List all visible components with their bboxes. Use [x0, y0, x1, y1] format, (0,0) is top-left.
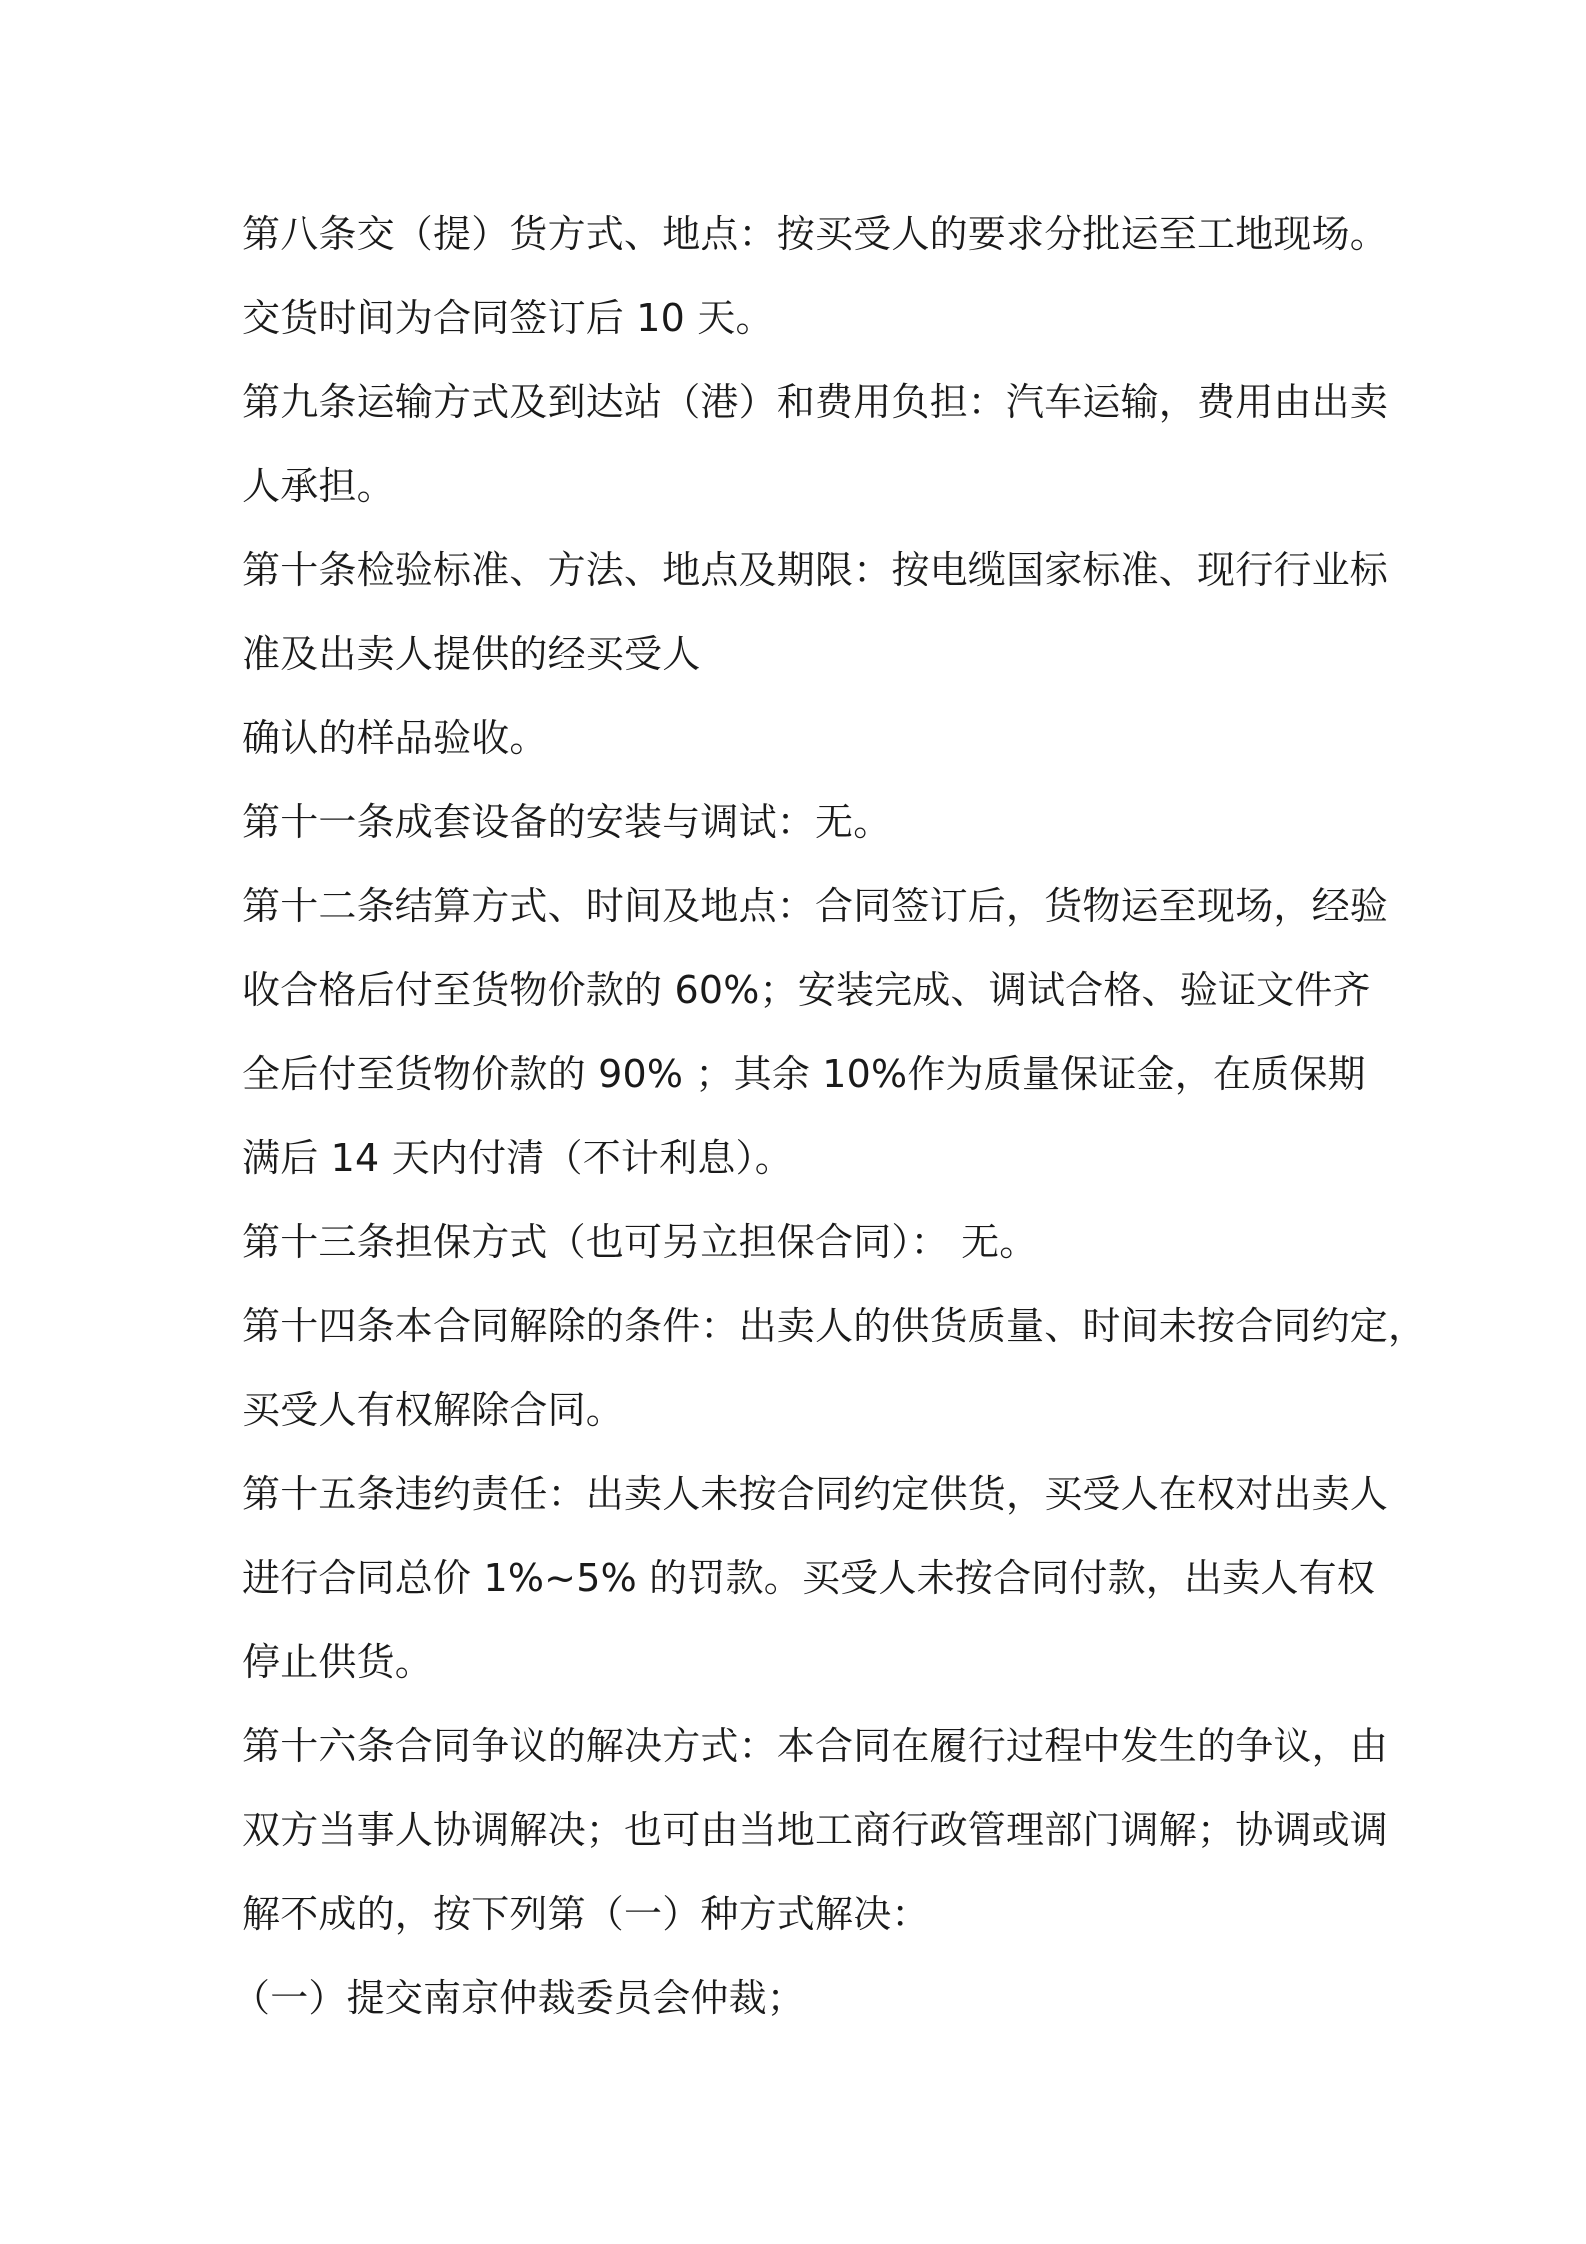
- text-line: 第十五条违约责任：出卖人未按合同约定供货，买受人在权对出卖人: [242, 1472, 1389, 1516]
- text-line: 第十三条担保方式（也可另立担保合同）： 无。: [242, 1220, 1038, 1264]
- text-line: （一）提交南京仲裁委员会仲裁；: [232, 1976, 806, 2020]
- text-line: 进行合同总价 1%~5% 的罚款。买受人未按合同付款，出卖人有权: [242, 1556, 1375, 1600]
- text-line: 第十一条成套设备的安装与调试：无。: [242, 800, 892, 844]
- text-line: 确认的样品验收。: [242, 716, 548, 760]
- text-line: 第十二条结算方式、时间及地点：合同签订后，货物运至现场，经验: [242, 884, 1389, 928]
- text-line: 第十四条本合同解除的条件：出卖人的供货质量、时间未按合同约定，: [242, 1304, 1427, 1348]
- text-line: 第九条运输方式及到达站（港）和费用负担：汽车运输，费用由出卖: [242, 380, 1389, 424]
- text-line: 全后付至货物价款的 90% ；其余 10%作为质量保证金，在质保期: [242, 1052, 1366, 1096]
- text-line: 第十六条合同争议的解决方式：本合同在履行过程中发生的争议，由: [242, 1724, 1389, 1768]
- document-body: [232, 192, 1427, 2040]
- text-line: 满后 14 天内付清（不计利息）。: [242, 1136, 793, 1180]
- text-line: 停止供货。: [242, 1640, 434, 1684]
- text-line: 买受人有权解除合同。: [242, 1388, 625, 1432]
- text-line: 收合格后付至货物价款的 60%；安装完成、调试合格、验证文件齐: [242, 968, 1371, 1012]
- text-line: 双方当事人协调解决；也可由当地工商行政管理部门调解；协调或调: [242, 1808, 1389, 1852]
- text-line: 第八条交（提）货方式、地点：按买受人的要求分批运至工地现场。: [242, 212, 1389, 256]
- text-line: 第十条检验标准、方法、地点及期限：按电缆国家标准、现行行业标: [242, 548, 1389, 592]
- text-line: 交货时间为合同签订后 10 天。: [242, 296, 774, 340]
- text-line: 解不成的，按下列第（一）种方式解决：: [242, 1892, 930, 1936]
- text-line: 准及出卖人提供的经买受人: [242, 632, 701, 676]
- text-line: 人承担。: [242, 464, 395, 508]
